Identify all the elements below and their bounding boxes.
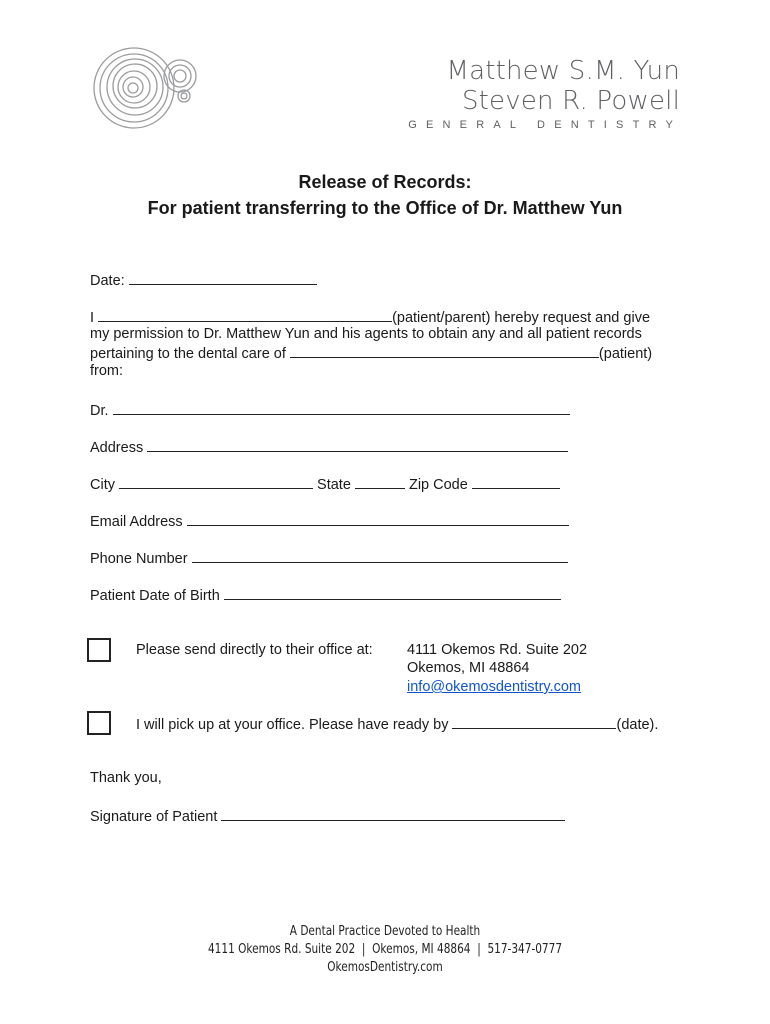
- footer-website: OkemosDentistry.com: [327, 959, 443, 975]
- city-label: City: [90, 477, 115, 493]
- pickup-date-field[interactable]: [452, 714, 616, 729]
- zip-field[interactable]: [472, 474, 560, 489]
- office-address-line-2: Okemos, MI 48864: [407, 660, 530, 676]
- consent-line-3: [90, 343, 652, 363]
- signature-field[interactable]: [221, 806, 565, 821]
- patient-name-field[interactable]: [290, 343, 599, 358]
- pickup-label: I will pick up at your office. Please have ready by: [136, 717, 449, 733]
- date-field[interactable]: [129, 270, 317, 285]
- thank-you-text: Thank you,: [90, 770, 162, 786]
- phone-label: Phone Number: [90, 551, 188, 567]
- form-subtitle: For patient transferring to the Office of Dr. Matthew Yun: [147, 198, 623, 218]
- pickup-row: [136, 714, 658, 734]
- consent-end: (patient/parent) hereby request and give: [392, 310, 651, 326]
- i-label: I: [90, 310, 95, 326]
- dr-label: Dr.: [90, 403, 109, 419]
- city-field[interactable]: [119, 474, 313, 489]
- footer-contact: 4111 Okemos Rd. Suite 202 | Okemos, MI 48864 | 517-347-0777: [207, 941, 563, 957]
- address-row: [90, 437, 568, 457]
- address-label: Address: [90, 440, 144, 456]
- consent-line-1: [90, 307, 650, 327]
- office-email-link[interactable]: info@okemosdentistry.com: [407, 679, 582, 695]
- form-title: Release of Records:: [298, 172, 472, 192]
- consent-line-2: my permission to Dr. Matthew Yun and his agents to obtain any and all patient records: [90, 326, 642, 342]
- pickup-end: (date).: [616, 717, 659, 733]
- signature-row: [90, 806, 565, 826]
- dob-row: [90, 585, 561, 605]
- email-field[interactable]: [187, 511, 569, 526]
- doctor-name-2: Steven R. Powell: [461, 86, 680, 116]
- dr-name-field[interactable]: [113, 400, 570, 415]
- phone-field[interactable]: [192, 548, 568, 563]
- phone-row: [90, 548, 568, 568]
- date-label: Date:: [90, 273, 125, 289]
- dob-label: Patient Date of Birth: [90, 588, 220, 604]
- dob-field[interactable]: [224, 585, 561, 600]
- address-field[interactable]: [147, 437, 568, 452]
- zip-label: Zip Code: [408, 477, 468, 493]
- consent-line-3-start: pertaining to the dental care of: [90, 346, 286, 362]
- footer-tagline: A Dental Practice Devoted to Health: [289, 923, 481, 939]
- email-label: Email Address: [90, 514, 183, 530]
- send-directly-label: Please send directly to their office at:: [136, 642, 373, 658]
- office-address-line-1: 4111 Okemos Rd. Suite 202: [407, 642, 588, 658]
- from-label: from:: [90, 363, 124, 379]
- consent-line-3-end: (patient): [598, 346, 653, 362]
- signature-label: Signature of Patient: [90, 809, 218, 825]
- state-label: State: [317, 477, 351, 493]
- date-row: [90, 270, 317, 290]
- practice-logo-icon: [88, 42, 200, 132]
- pickup-checkbox[interactable]: [87, 711, 111, 735]
- email-row: [90, 511, 569, 531]
- city-state-zip-row: [90, 474, 560, 494]
- state-field[interactable]: [355, 474, 405, 489]
- dr-row: [90, 400, 570, 420]
- patient-parent-name-field[interactable]: [98, 307, 392, 322]
- practice-tagline: GENERAL DENTISTRY: [408, 119, 682, 131]
- doctor-name-1: Matthew S.M. Yun: [446, 56, 680, 86]
- send-directly-checkbox[interactable]: [87, 638, 111, 662]
